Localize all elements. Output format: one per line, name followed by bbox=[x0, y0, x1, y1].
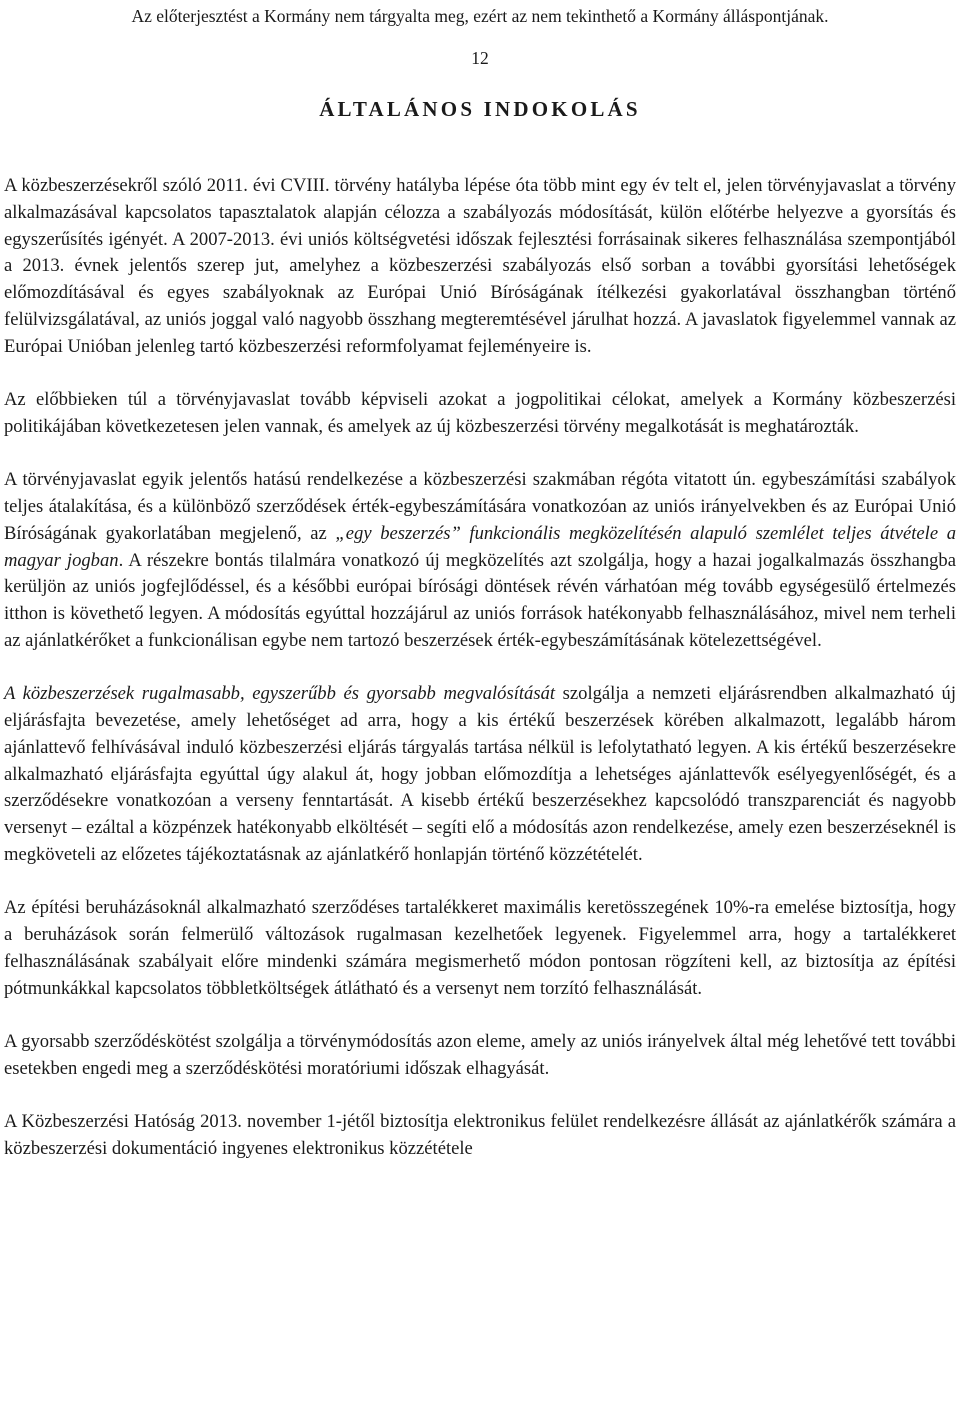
section-title: ÁLTALÁNOS INDOKOLÁS bbox=[319, 97, 641, 121]
paragraph-aggregation-rules bbox=[4, 467, 956, 654]
disclaimer-header: Az előterjesztést a Kormány nem tárgyalta meg, ezért az nem tekinthető a Kormány álláspontjának. bbox=[131, 6, 829, 26]
paragraph-electronic-interface: A Közbeszerzési Hatóság 2013. november 1-jétől biztosítja elektronikus felület rendelkezésre állását az ajánlatkérők számára a közbeszerzési dokumentáció ingyenes elektronikus közzététele bbox=[4, 1111, 956, 1159]
paragraph-text: A törvényjavaslat egyik jelentős hatású rendelkezése a közbeszerzési szakmában régóta vitatott ún. egybeszámítási szabályok teljes átalakítása, és a különböző szerződések érték-egybeszámítására vonatkozóan az uniós irányelvekben és az Európai Unió Bíróságának gyakorlatában megjelenő, az bbox=[4, 469, 956, 544]
paragraph-text: szolgálja a nemzeti eljárásrendben alkalmazható új eljárásfajta bevezetése, amely lehetőséget ad arra, hogy a kis értékű beszerzések körében alkalmazott, legalább három ajánlattevő felhívásával induló közbeszerzési eljárás tárgyalás tartása nélkül is lefolytatható legyen. A kis értékű beszerzésekre alkalmazható eljárásfajta egyúttal úgy alakul át, hogy jobban előmozdítja a lehetséges ajánlattevők esélyegyenlőségét, és a szerződésekre vonatkozóan a verseny fenntartását. A kisebb értékű beszerzésekhez kapcsolódó transzparenciát és nagyobb versenyt – ezáltal a közpénzek hatékonyabb elköltését – segíti elő a módosítás azon rendelkezése, amely ezen beszerzéseknél is megköveteli az előzetes tájékoztatásnak az ajánlatkérő honlapján történő közzétételét. bbox=[4, 683, 957, 865]
document-body bbox=[4, 173, 956, 1163]
paragraph-flexible-procurement bbox=[4, 681, 956, 868]
italic-emphasis: A közbeszerzések rugalmasabb, egyszerűbb és gyorsabb megvalósítását bbox=[4, 683, 556, 705]
paragraph-contract-moratorium: A gyorsabb szerződéskötést szolgálja a törvénymódosítás azon eleme, amely az uniós irányelvek által még lehetővé tett további esetekben engedi meg a szerződéskötési moratóriumi időszak elhagyását. bbox=[4, 1031, 956, 1079]
paragraph-policy-goals: Az előbbieken túl a törvényjavaslat tovább képviseli azokat a jogpolitikai célokat, amelyek a Kormány közbeszerzési politikájában következetesen jelen vannak, és amelyek az új közbeszerzési törvény megalkotását is meghatározták. bbox=[4, 389, 956, 437]
paragraph-text: . A részekre bontás tilalmára vonatkozó új megközelítés azt szolgálja, hogy a hazai jogalkalmazás összhangba kerüljön az uniós jogfejlődéssel, és a későbbi európai bírósági döntések révén várhatóan még tovább egységesülő értelmezés itthon is követhető legyen. A módosítás egyúttal hozzájárul az uniós források hatékonyabb felhasználásához, mivel nem terheli az ajánlatkérőket a funkcionálisan egybe nem tartozó beszerzések érték-egybeszámításának kötelezettségével. bbox=[4, 549, 956, 651]
paragraph-intro: A közbeszerzésekről szóló 2011. évi CVIII. törvény hatályba lépése óta több mint egy év telt el, jelen törvényjavaslat a törvény alkalmazásával kapcsolatos tapasztalatok alapján célozza a szabályozás módosítását, külön előtérbe helyezve a gyorsítás és egyszerűsítés igényét. A 2007-2013. évi uniós költségvetési időszak fejlesztési forrásainak sikeres felhasználása szempontjából a 2013. évnek jelentős szerep jut, amelyhez a közbeszerzési szabályozás első sorban a további gyorsítási lehetőségek előmozdításával és egyes szabályoknak az Európai Unió Bíróságának ítélkezési gyakorlatával összhangban történő felülvizsgálatával, az uniós joggal való nagyobb összhang megteremtésével járulhat hozzá. A javaslatok figyelemmel vannak az Európai Unióban jelenleg tartó közbeszerzési reformfolyamat fejleményeire is. bbox=[4, 175, 956, 357]
page-number: 12 bbox=[471, 48, 489, 68]
paragraph-reserve-fund: Az építési beruházásoknál alkalmazható szerződéses tartalékkeret maximális keretösszegének 10%-ra emelése biztosítja, hogy a beruházások során felmerülő változások rugalmasan kezelhetőek legyenek. Figyelemmel arra, hogy a tartalékkeret felhasználásának szabályait előre mindenki számára megismerhető módon pontosan rögzíteni kell, az biztosítja az építési pótmunkákkal kapcsolatos többletköltségek átlátható és a versenyt nem torzító felhasználását. bbox=[4, 897, 956, 999]
italic-emphasis: „egy beszerzés” funkcionális megközelítésén alapuló szemlélet teljes átvétele a magyar jogban bbox=[4, 522, 957, 571]
